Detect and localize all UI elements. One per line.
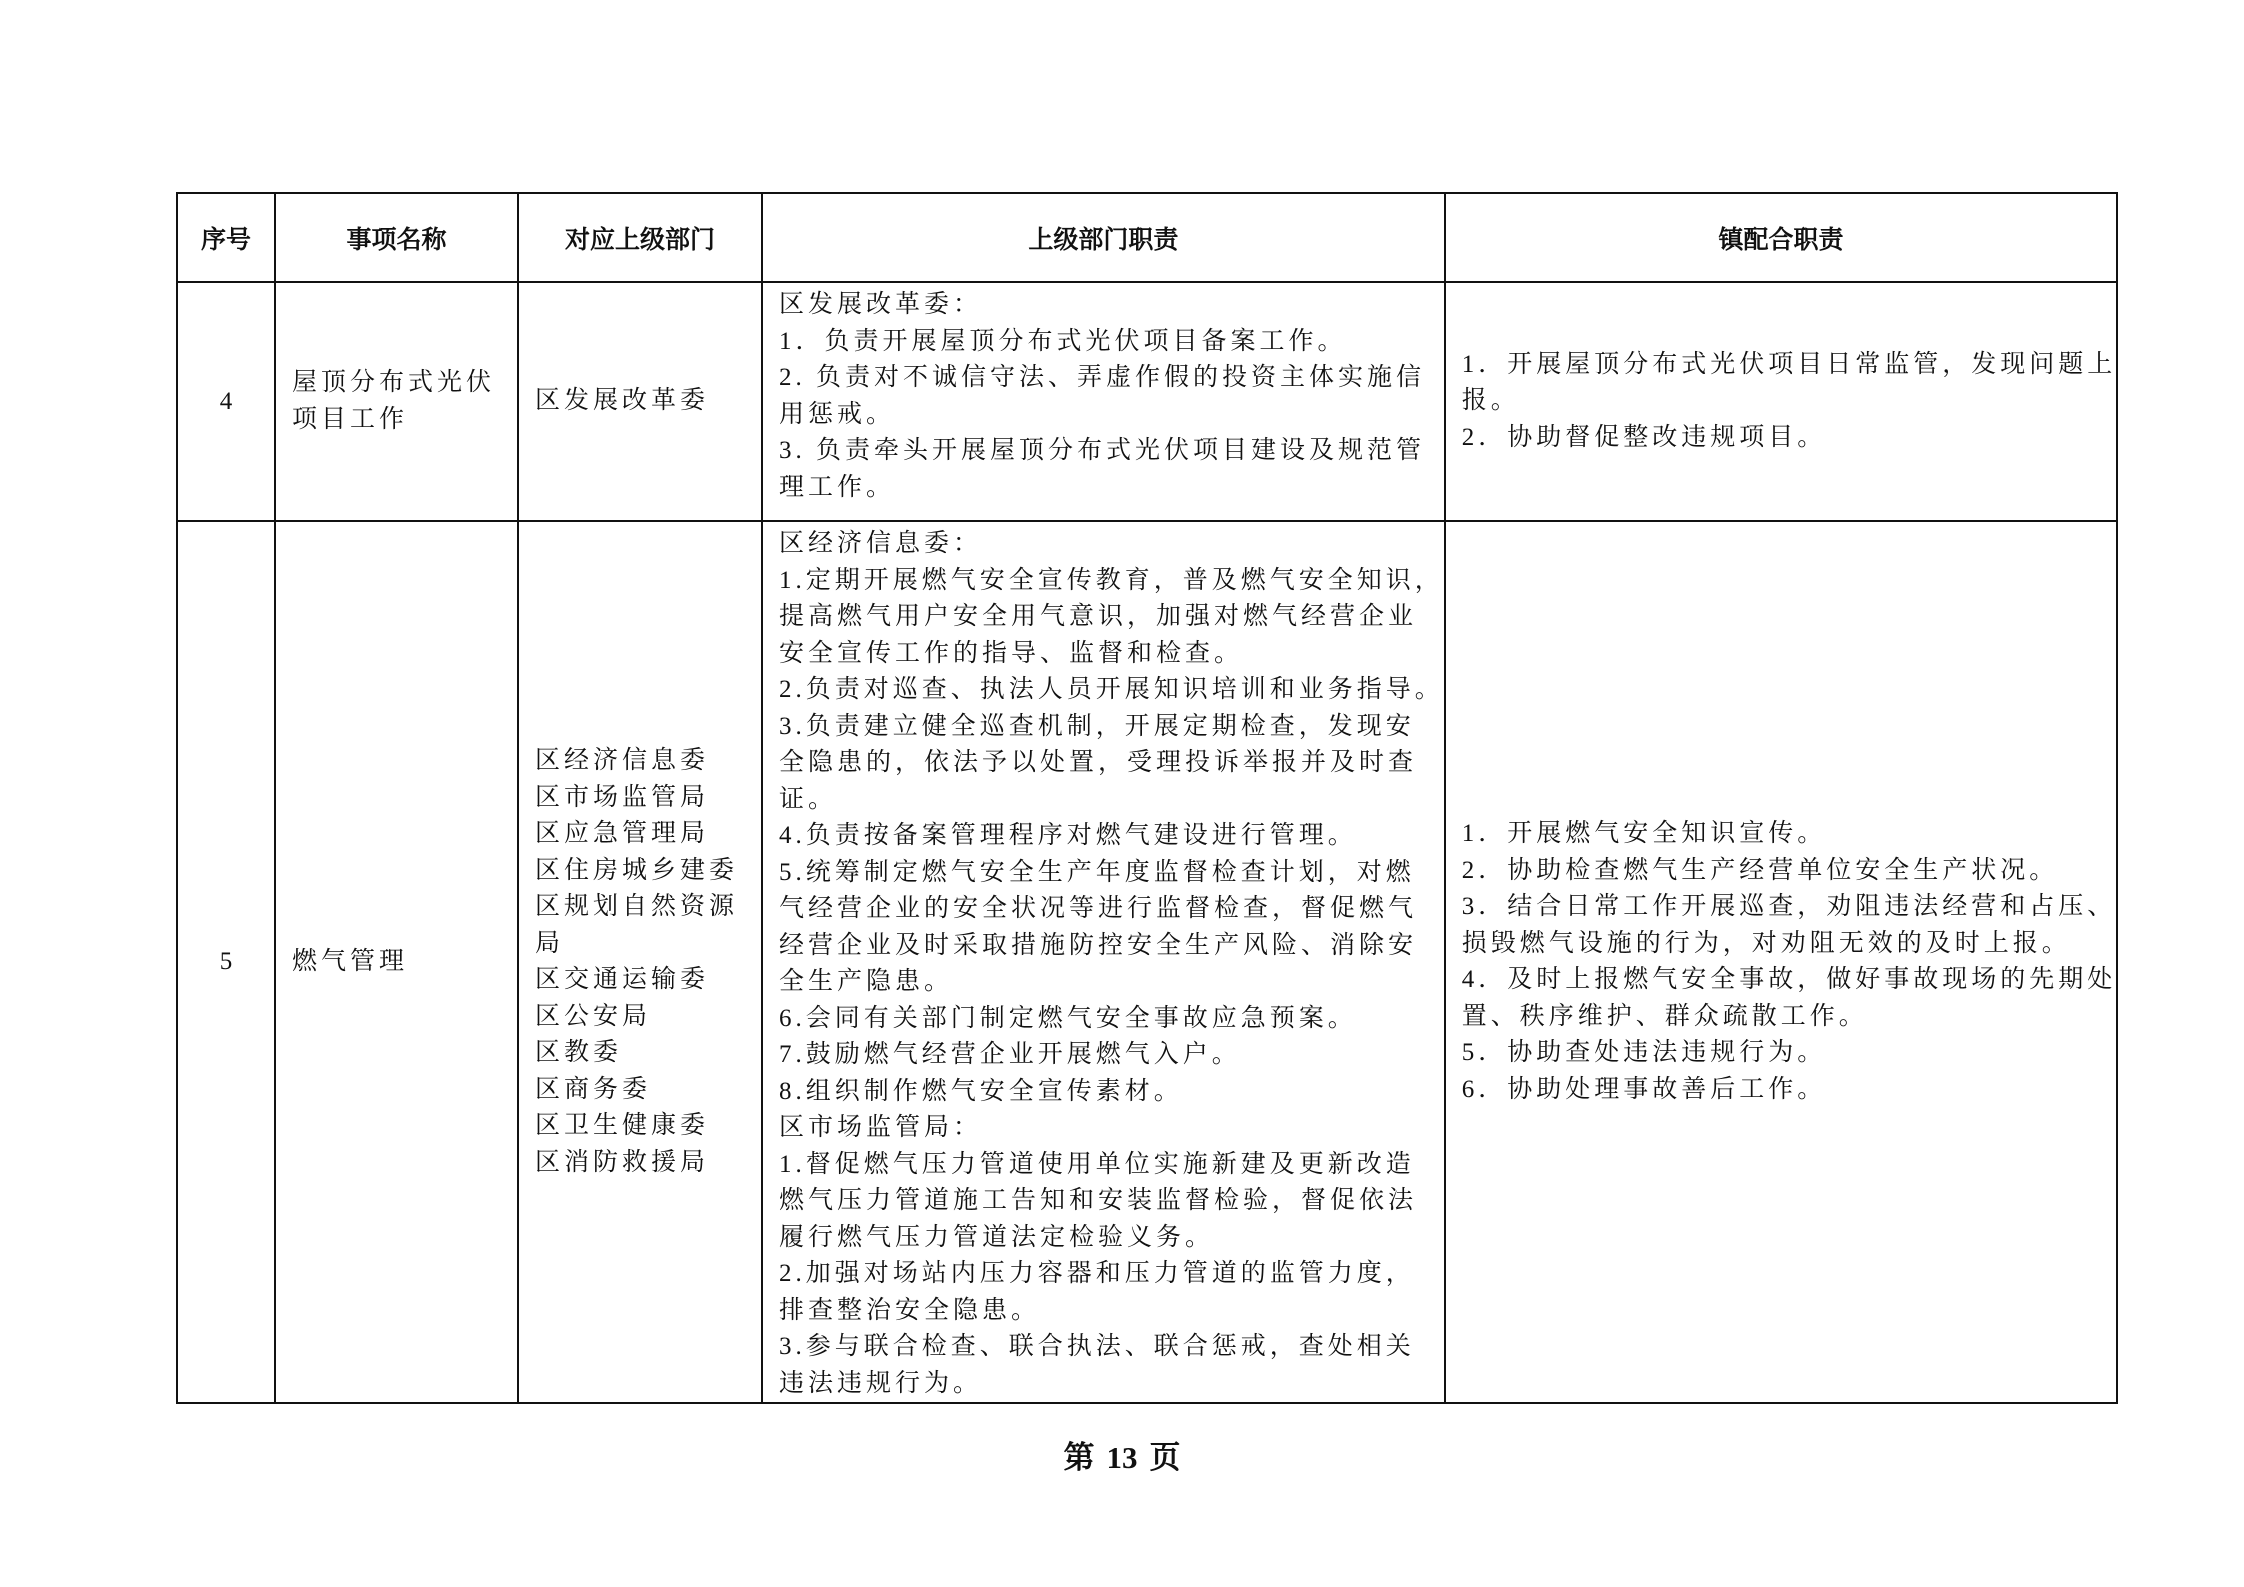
row-departments — [518, 521, 762, 1403]
text-line: 3．结合日常工作开展巡查，劝阻违法经营和占压、 — [1461, 893, 2117, 920]
text-line: 1.督促燃气压力管道使用单位实施新建及更新改造 — [779, 1150, 1415, 1178]
text-line: 4．及时上报燃气安全事故，做好事故现场的先期处 — [1461, 966, 2117, 993]
text-line: 屋顶分布式光伏 — [292, 369, 496, 396]
text-line: 区经济信息委 — [535, 747, 710, 774]
row-departments — [518, 282, 762, 521]
table-header-row — [177, 193, 2117, 282]
header-item-name: 事项名称 — [275, 193, 518, 282]
text-line: 3. 负责牵头开展屋顶分布式光伏项目建设及规范管 — [779, 437, 1426, 464]
row-item-name — [275, 282, 518, 521]
text-line: 6.会同有关部门制定燃气安全事故应急预案。 — [779, 1004, 1357, 1032]
text-line: 经营企业及时采取措施防控安全生产风险、消除安 — [779, 931, 1418, 959]
row-superior-duties — [762, 282, 1445, 521]
text-line: 履行燃气压力管道法定检验义务。 — [779, 1223, 1215, 1251]
page-number — [0, 1432, 2244, 1477]
text-line: 区市场监管局： — [779, 1114, 983, 1141]
table-row — [177, 282, 2117, 521]
text-line: 燃气压力管道施工告知和安装监督检验，督促依法 — [779, 1187, 1418, 1214]
text-line: 排查整治安全隐患。 — [779, 1296, 1041, 1324]
text-line: 理工作。 — [779, 473, 896, 501]
table-row — [177, 521, 2117, 1403]
text-line: 气经营企业的安全状况等进行监督检查，督促燃气 — [779, 895, 1418, 922]
row-seq: 5 — [177, 521, 275, 1403]
text-line: 全隐患的，依法予以处置，受理投诉举报并及时查 — [779, 749, 1418, 776]
text-line: 1．开展屋顶分布式光伏项目日常监管，发现问题上 — [1461, 350, 2117, 378]
text-line: 2.加强对场站内压力容器和压力管道的监管力度， — [779, 1260, 1415, 1287]
duties-table — [176, 192, 2118, 1404]
row-town-duties — [1445, 521, 2118, 1403]
text-line: 5．协助查处违法违规行为。 — [1461, 1039, 1827, 1066]
text-line: 2．协助检查燃气生产经营单位安全生产状况。 — [1461, 856, 2059, 884]
text-line: 2.负责对巡查、执法人员开展知识培训和业务指导。 — [779, 676, 1444, 703]
text-line: 区公安局 — [535, 1002, 652, 1030]
text-line: 1.定期开展燃气安全宣传教育，普及燃气安全知识， — [779, 566, 1444, 594]
text-line: 局 — [535, 929, 565, 957]
text-line: 区商务委 — [535, 1075, 652, 1103]
text-line: 区卫生健康委 — [535, 1112, 710, 1139]
row-superior-duties — [762, 521, 1445, 1403]
text-line: 安全宣传工作的指导、监督和检查。 — [779, 639, 1244, 667]
header-superior-department: 对应上级部门 — [518, 193, 762, 282]
text-line: 4.负责按备案管理程序对燃气建设进行管理。 — [779, 822, 1357, 849]
text-line: 2. 负责对不诚信守法、弄虚作假的投资主体实施信 — [779, 364, 1426, 391]
text-line: 区消防救援局 — [535, 1148, 710, 1176]
text-line: 2．协助督促整改违规项目。 — [1461, 423, 1827, 451]
text-line: 项目工作 — [292, 405, 409, 433]
text-line: 提高燃气用户安全用气意识，加强对燃气经营企业 — [779, 603, 1418, 630]
text-line: 8.组织制作燃气安全宣传素材。 — [779, 1077, 1183, 1105]
text-line: 5.统筹制定燃气安全生产年度监督检查计划，对燃 — [779, 858, 1415, 886]
text-line: 1．开展燃气安全知识宣传。 — [1461, 820, 1827, 847]
text-line: 损毁燃气设施的行为，对劝阻无效的及时上报。 — [1461, 929, 2071, 957]
text-line: 区发展改革委 — [535, 387, 710, 415]
text-line: 区发展改革委： — [779, 291, 983, 318]
text-line: 区规划自然资源 — [535, 893, 739, 920]
text-line: 区住房城乡建委 — [535, 856, 739, 884]
text-line: 区经济信息委： — [779, 530, 983, 557]
page-suffix: 页 — [1149, 1440, 1181, 1475]
row-seq: 4 — [177, 282, 275, 521]
row-town-duties — [1445, 282, 2118, 521]
text-line: 6．协助处理事故善后工作。 — [1461, 1075, 1827, 1103]
text-line: 1．负责开展屋顶分布式光伏项目备案工作。 — [779, 327, 1347, 355]
header-town-duties: 镇配合职责 — [1445, 193, 2118, 282]
text-line: 区应急管理局 — [535, 820, 710, 847]
text-line: 区教委 — [535, 1039, 623, 1066]
text-line: 区市场监管局 — [535, 783, 710, 811]
page-number-value: 13 — [1106, 1440, 1138, 1475]
header-seq: 序号 — [177, 193, 275, 282]
text-line: 3.负责建立健全巡查机制，开展定期检查，发现安 — [779, 712, 1415, 740]
text-line: 7.鼓励燃气经营企业开展燃气入户。 — [779, 1041, 1241, 1068]
text-line: 全生产隐患。 — [779, 968, 954, 995]
text-line: 置、秩序维护、群众疏散工作。 — [1461, 1002, 1868, 1030]
row-item-name — [275, 521, 518, 1403]
text-line: 报。 — [1461, 387, 1520, 415]
text-line: 3.参与联合检查、联合执法、联合惩戒，查处相关 — [779, 1333, 1415, 1360]
text-line: 证。 — [779, 785, 838, 813]
text-line: 燃气管理 — [292, 947, 409, 975]
text-line: 用惩戒。 — [779, 400, 896, 428]
text-line: 区交通运输委 — [535, 966, 710, 993]
page-prefix: 第 — [1063, 1440, 1095, 1475]
text-line: 违法违规行为。 — [779, 1369, 983, 1397]
header-superior-duties: 上级部门职责 — [762, 193, 1445, 282]
